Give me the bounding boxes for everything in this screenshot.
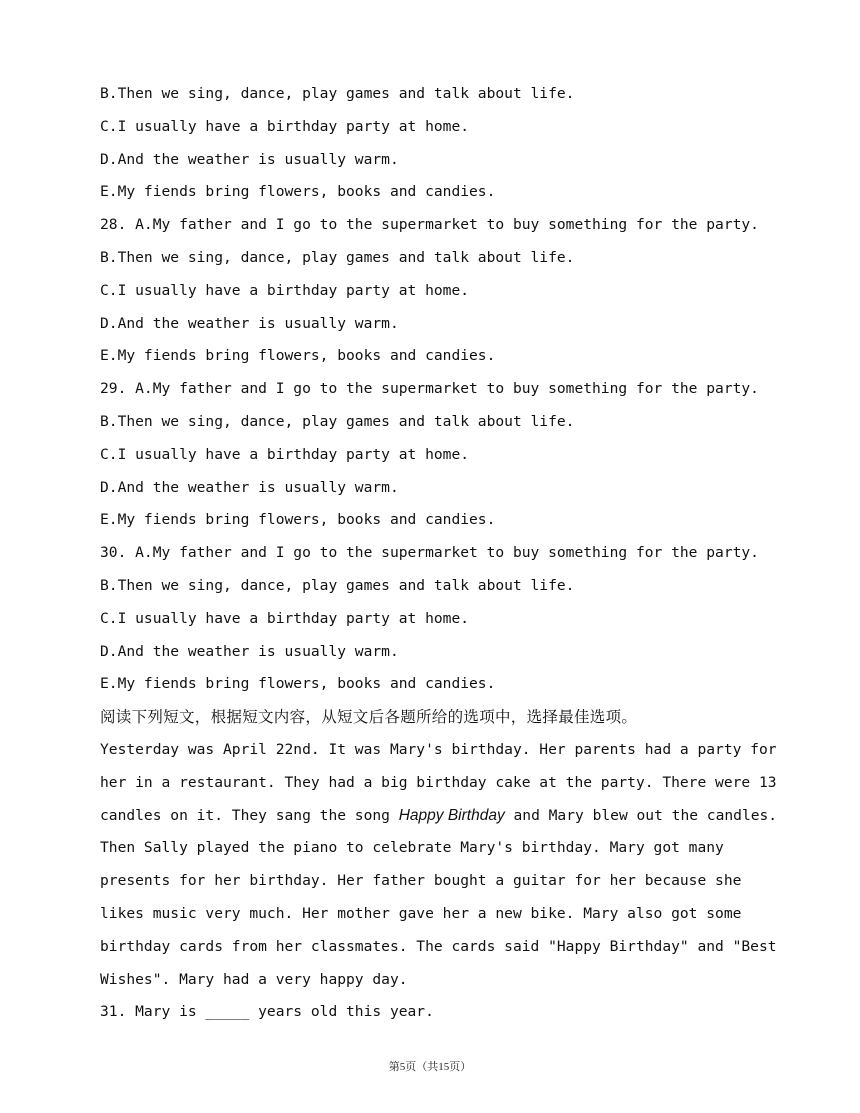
song-title: Happy Birthday <box>398 806 505 824</box>
question-31: 31. Mary is _____ years old this year. <box>100 1003 434 1021</box>
passage-line: her in a restaurant. They had a big birthday cake at the party. There were 13 <box>100 773 777 791</box>
option-line: C.I usually have a birthday party at home. <box>100 609 470 627</box>
option-line: D.And the weather is usually warm. <box>100 314 399 332</box>
passage-line: Then Sally played the piano to celebrate Mary's birthday. Mary got many <box>100 839 724 857</box>
option-line: D.And the weather is usually warm. <box>100 478 399 496</box>
passage-line: presents for her birthday. Her father bought a guitar for her because she <box>100 872 742 890</box>
passage-line: birthday cards from her classmates. The cards said "Happy Birthday" and "Best <box>100 937 777 955</box>
page-content <box>100 78 780 1029</box>
option-line: E.My fiends bring flowers, books and candies. <box>100 511 496 529</box>
passage-line: Wishes". Mary had a very happy day. <box>100 970 408 988</box>
option-line: D.And the weather is usually warm. <box>100 150 399 168</box>
option-line: E.My fiends bring flowers, books and candies. <box>100 183 496 201</box>
passage-line <box>100 800 780 833</box>
option-line: E.My fiends bring flowers, books and candies. <box>100 347 496 365</box>
question-30: 30. A.My father and I go to the supermarket to buy something for the party. <box>100 544 759 562</box>
option-line: C.I usually have a birthday party at home. <box>100 281 470 299</box>
option-line: B.Then we sing, dance, play games and talk about life. <box>100 576 575 594</box>
option-line: B.Then we sing, dance, play games and talk about life. <box>100 412 575 430</box>
passage-text: candles on it. They sang the song <box>100 806 399 824</box>
passage-line: Yesterday was April 22nd. It was Mary's birthday. Her parents had a party for <box>100 740 777 758</box>
option-line: B.Then we sing, dance, play games and talk about life. <box>100 85 575 102</box>
option-line: E.My fiends bring flowers, books and candies. <box>100 675 496 693</box>
option-line: C.I usually have a birthday party at home. <box>100 445 470 463</box>
option-line: C.I usually have a birthday party at home. <box>100 117 470 135</box>
option-line: B.Then we sing, dance, play games and talk about life. <box>100 248 575 266</box>
passage-text: and Mary blew out the candles. <box>504 806 778 824</box>
page-footer: 第5页（共15页） <box>388 1061 472 1073</box>
passage-line: likes music very much. Her mother gave her a new bike. Mary also got some <box>100 904 742 922</box>
section-instruction: 阅读下列短文，根据短文内容，从短文后各题所给的选项中，选择最佳选项。 <box>100 708 638 727</box>
question-29: 29. A.My father and I go to the supermarket to buy something for the party. <box>100 380 759 398</box>
question-28: 28. A.My father and I go to the supermarket to buy something for the party. <box>100 216 759 234</box>
option-line: D.And the weather is usually warm. <box>100 642 399 660</box>
